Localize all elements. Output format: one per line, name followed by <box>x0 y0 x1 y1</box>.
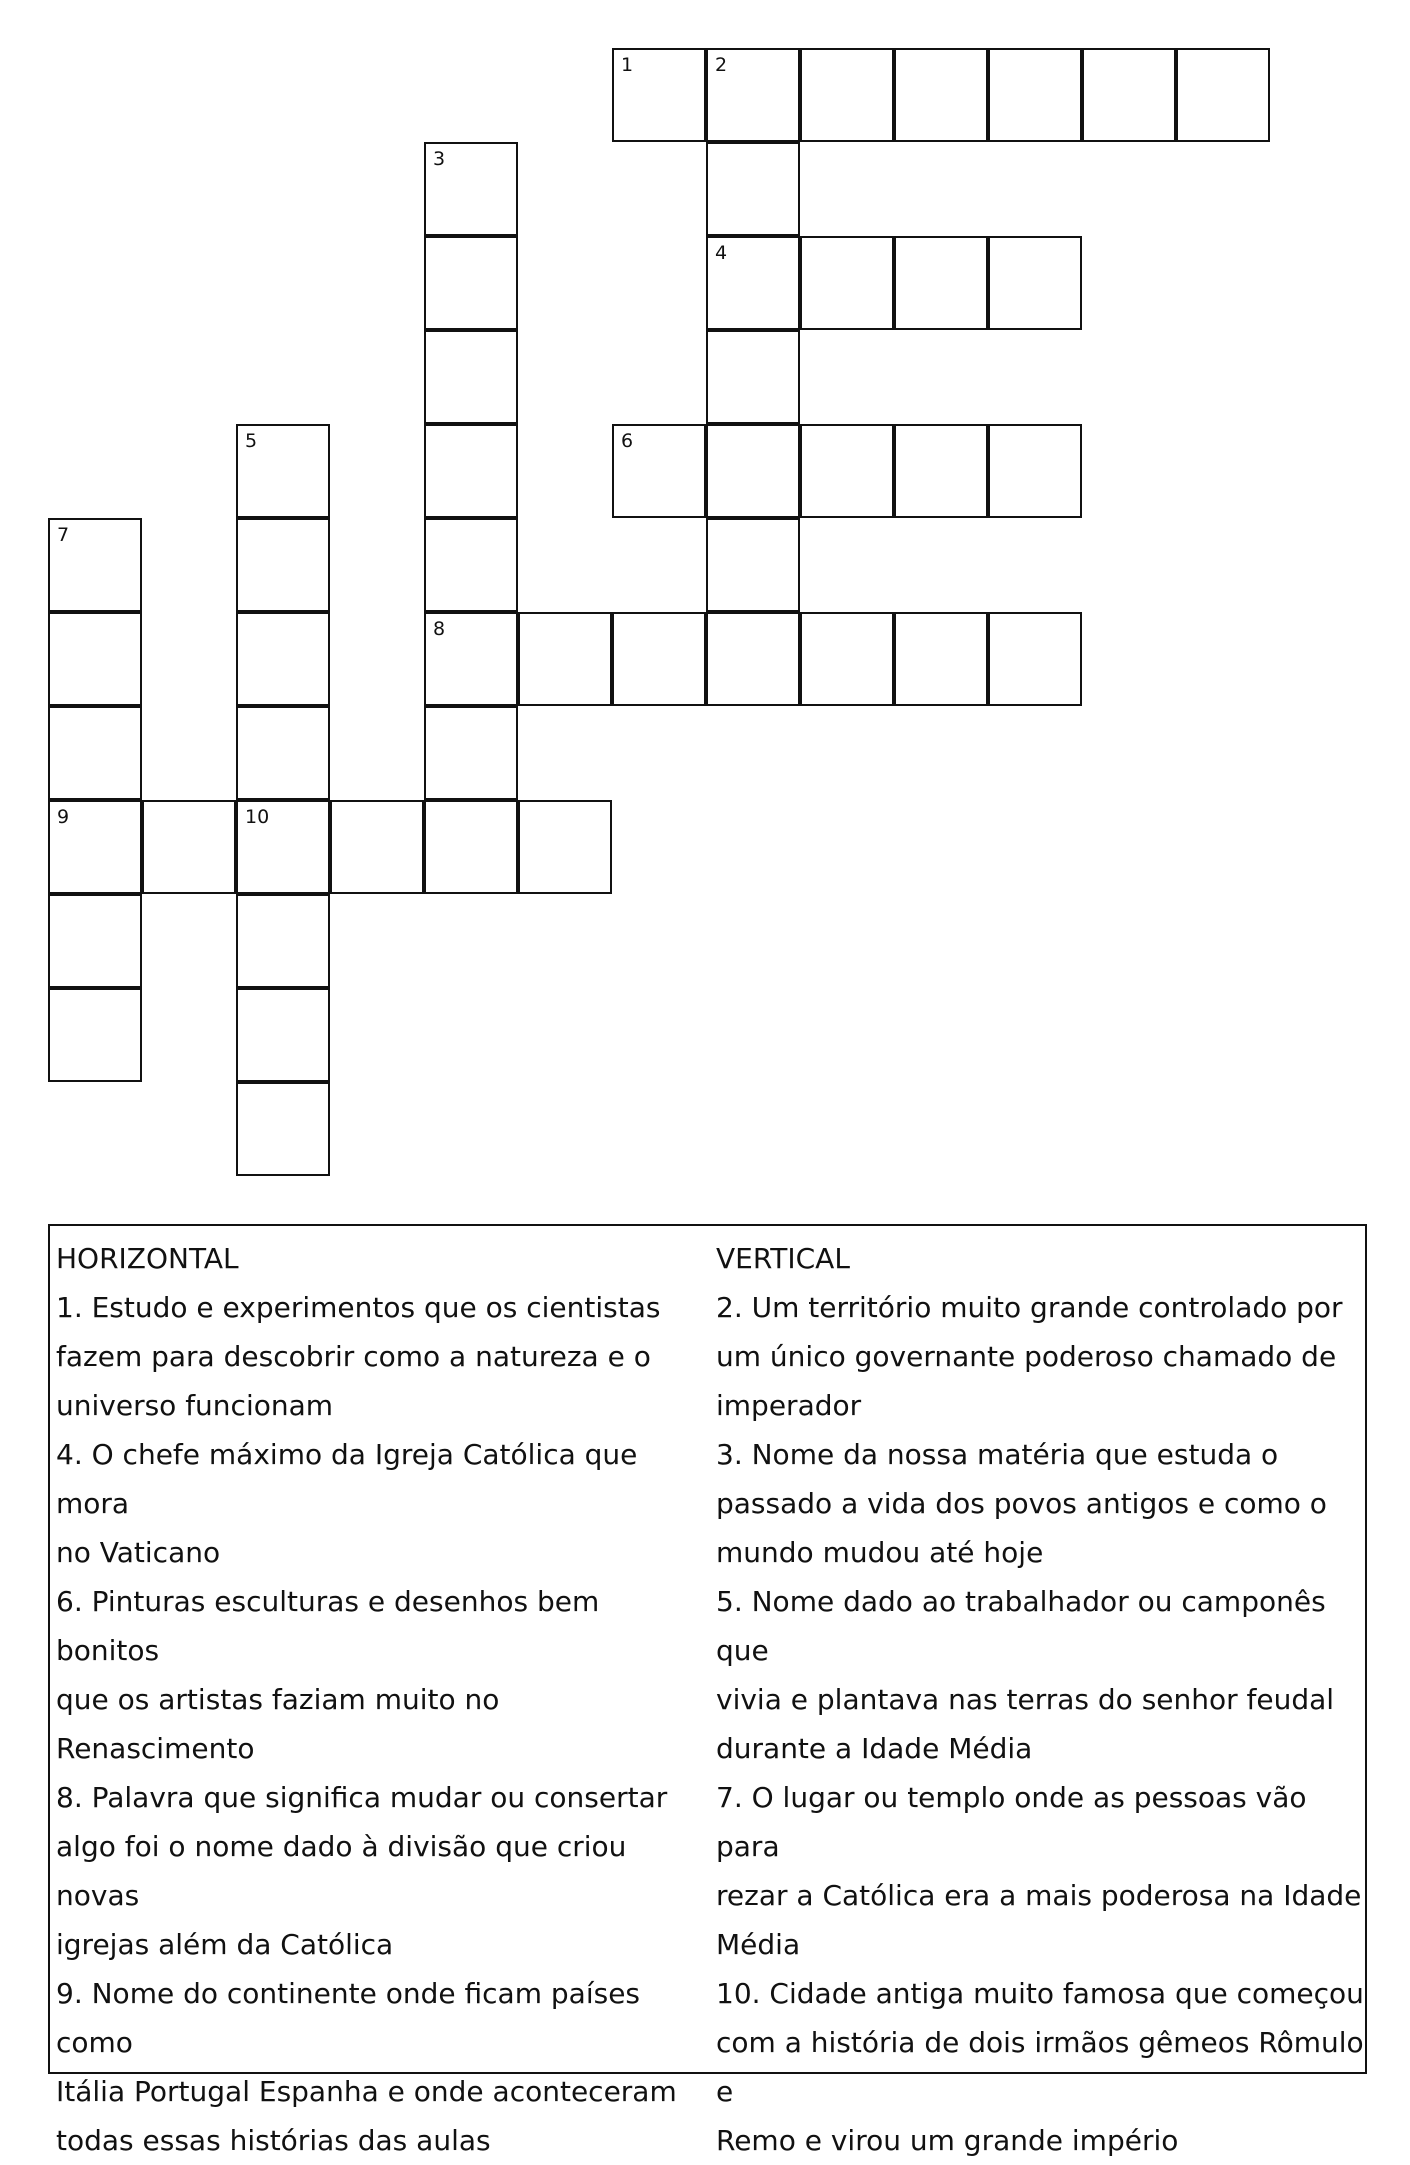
crossword-cell[interactable] <box>612 48 706 142</box>
clue-number: 3 <box>433 148 446 170</box>
vertical-clue-line: mundo mudou até hoje <box>716 1536 1044 1569</box>
crossword-cell[interactable] <box>706 424 800 518</box>
crossword-cell[interactable] <box>236 424 330 518</box>
clues-box <box>48 1224 1367 2157</box>
vertical-clue-line: 7. O lugar ou templo onde as pessoas vão para <box>716 1781 1307 1863</box>
crossword-cell[interactable] <box>424 800 518 894</box>
crossword-cell[interactable] <box>518 800 612 894</box>
crossword-cell[interactable] <box>236 706 330 800</box>
crossword-cell[interactable] <box>988 48 1082 142</box>
crossword-cell[interactable] <box>424 424 518 518</box>
crossword-cell[interactable] <box>894 424 988 518</box>
vertical-clue-line: imperador <box>716 1389 862 1422</box>
horizontal-clue-line: 4. O chefe máximo da Igreja Católica que mora <box>56 1438 638 1520</box>
clue-number: 10 <box>245 806 270 828</box>
crossword-cell[interactable] <box>612 424 706 518</box>
crossword-cell[interactable] <box>1176 48 1270 142</box>
horizontal-clue-line: no Vaticano <box>56 1536 221 1569</box>
crossword-cell[interactable] <box>424 236 518 330</box>
clue-number: 5 <box>245 430 258 452</box>
crossword-cell[interactable] <box>800 236 894 330</box>
horizontal-clue-line: 6. Pinturas esculturas e desenhos bem bonitos <box>56 1585 600 1667</box>
crossword-cell[interactable] <box>424 612 518 706</box>
vertical-clue-line: vivia e plantava nas terras do senhor feudal <box>716 1683 1335 1716</box>
clue-number: 1 <box>621 54 634 76</box>
crossword-cell[interactable] <box>48 800 142 894</box>
horizontal-clues <box>56 1234 706 2165</box>
crossword-cell[interactable] <box>894 48 988 142</box>
crossword-cell[interactable] <box>330 800 424 894</box>
crossword-cell[interactable] <box>48 894 142 988</box>
crossword-cell[interactable] <box>706 518 800 612</box>
horizontal-clue-line: fazem para descobrir como a natureza e o <box>56 1340 651 1373</box>
crossword-cell[interactable] <box>236 612 330 706</box>
vertical-clue-line: Remo e virou um grande império <box>716 2124 1179 2157</box>
horizontal-clue-line: Itália Portugal Espanha e onde aconteceram <box>56 2075 677 2108</box>
crossword-cell[interactable] <box>800 424 894 518</box>
clue-number: 7 <box>57 524 70 546</box>
crossword-cell[interactable] <box>612 612 706 706</box>
horizontal-clue-line: todas essas histórias das aulas <box>56 2124 491 2157</box>
crossword-cell[interactable] <box>424 330 518 424</box>
crossword-cell[interactable] <box>48 706 142 800</box>
crossword-cell[interactable] <box>988 424 1082 518</box>
crossword-cell[interactable] <box>236 988 330 1082</box>
vertical-heading: VERTICAL <box>716 1242 850 1275</box>
horizontal-clue-line: universo funcionam <box>56 1389 334 1422</box>
crossword-cell[interactable] <box>894 236 988 330</box>
crossword-cell[interactable] <box>988 236 1082 330</box>
crossword-cell[interactable] <box>48 518 142 612</box>
vertical-clue-line: rezar a Católica era a mais poderosa na Idade <box>716 1879 1362 1912</box>
crossword-cell[interactable] <box>800 48 894 142</box>
crossword-cell[interactable] <box>236 518 330 612</box>
vertical-clue-line: 3. Nome da nossa matéria que estuda o <box>716 1438 1279 1471</box>
crossword-cell[interactable] <box>142 800 236 894</box>
crossword-cell[interactable] <box>236 800 330 894</box>
vertical-clue-line: com a história de dois irmãos gêmeos Rômulo e <box>716 2026 1364 2108</box>
horizontal-clue-line: algo foi o nome dado à divisão que criou novas <box>56 1830 627 1912</box>
crossword-cell[interactable] <box>706 142 800 236</box>
crossword-cell[interactable] <box>48 988 142 1082</box>
vertical-clue-line: passado a vida dos povos antigos e como o <box>716 1487 1327 1520</box>
crossword-cell[interactable] <box>236 1082 330 1176</box>
clue-number: 4 <box>715 242 728 264</box>
clue-number: 9 <box>57 806 70 828</box>
crossword-cell[interactable] <box>48 612 142 706</box>
vertical-clue-line: 5. Nome dado ao trabalhador ou camponês que <box>716 1585 1326 1667</box>
horizontal-clue-line: que os artistas faziam muito no Renascimento <box>56 1683 500 1765</box>
vertical-clue-line: durante a Idade Média <box>716 1732 1033 1765</box>
horizontal-clue-line: igrejas além da Católica <box>56 1928 394 1961</box>
horizontal-clue-line: 9. Nome do continente onde ficam países como <box>56 1977 641 2059</box>
crossword-cell[interactable] <box>236 894 330 988</box>
vertical-clues <box>716 1234 1366 2165</box>
vertical-clue-line: 10. Cidade antiga muito famosa que começou <box>716 1977 1364 2010</box>
crossword-cell[interactable] <box>706 236 800 330</box>
crossword-cell[interactable] <box>424 518 518 612</box>
crossword-cell[interactable] <box>424 142 518 236</box>
crossword-cell[interactable] <box>800 612 894 706</box>
crossword-cell[interactable] <box>424 706 518 800</box>
crossword-cell[interactable] <box>518 612 612 706</box>
clue-number: 6 <box>621 430 634 452</box>
crossword-cell[interactable] <box>894 612 988 706</box>
clue-number: 2 <box>715 54 728 76</box>
crossword-cell[interactable] <box>706 48 800 142</box>
clue-number: 8 <box>433 618 446 640</box>
vertical-clue-line: um único governante poderoso chamado de <box>716 1340 1337 1373</box>
horizontal-heading: HORIZONTAL <box>56 1242 239 1275</box>
crossword-cell[interactable] <box>1082 48 1176 142</box>
horizontal-clue-line: 1. Estudo e experimentos que os cientistas <box>56 1291 661 1324</box>
vertical-clue-line: Média <box>716 1928 801 1961</box>
crossword-cell[interactable] <box>706 612 800 706</box>
horizontal-clue-line: 8. Palavra que significa mudar ou consertar <box>56 1781 668 1814</box>
crossword-cell[interactable] <box>988 612 1082 706</box>
vertical-clue-line: 2. Um território muito grande controlado por <box>716 1291 1343 1324</box>
crossword-cell[interactable] <box>706 330 800 424</box>
